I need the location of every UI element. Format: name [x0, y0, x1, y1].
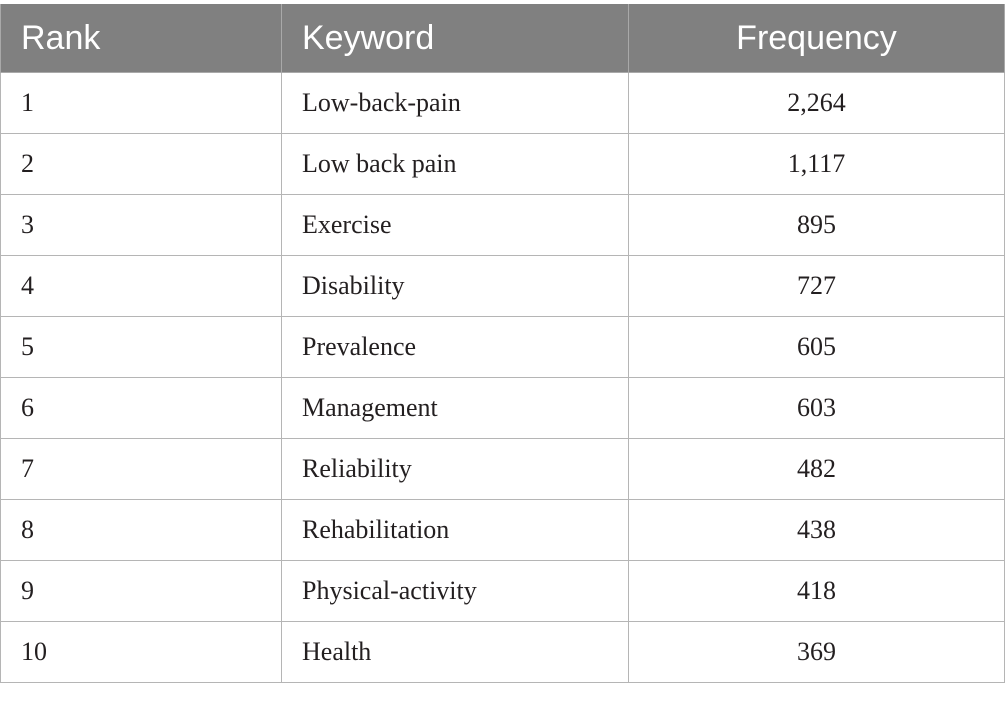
table-row — [1, 134, 1005, 195]
table-header — [1, 4, 1005, 73]
frequency-cell: 895 — [629, 195, 1005, 256]
rank-cell: 5 — [1, 317, 282, 378]
frequency-cell: 2,264 — [629, 73, 1005, 134]
keyword-cell: Management — [282, 378, 629, 439]
table-row — [1, 622, 1005, 683]
frequency-cell: 438 — [629, 500, 1005, 561]
frequency-cell: 1,117 — [629, 134, 1005, 195]
keyword-frequency-table-container — [0, 4, 1005, 683]
frequency-cell: 482 — [629, 439, 1005, 500]
keyword-cell: Low back pain — [282, 134, 629, 195]
header-frequency: Frequency — [629, 4, 1005, 73]
keyword-frequency-table — [0, 4, 1005, 683]
frequency-cell: 727 — [629, 256, 1005, 317]
rank-cell: 10 — [1, 622, 282, 683]
table-row — [1, 256, 1005, 317]
header-row — [1, 4, 1005, 73]
table-body — [1, 73, 1005, 683]
keyword-cell: Rehabilitation — [282, 500, 629, 561]
table-row — [1, 561, 1005, 622]
frequency-cell: 603 — [629, 378, 1005, 439]
keyword-cell: Health — [282, 622, 629, 683]
table-row — [1, 195, 1005, 256]
keyword-cell: Exercise — [282, 195, 629, 256]
keyword-cell: Reliability — [282, 439, 629, 500]
keyword-cell: Prevalence — [282, 317, 629, 378]
header-keyword: Keyword — [282, 4, 629, 73]
table-row — [1, 378, 1005, 439]
rank-cell: 1 — [1, 73, 282, 134]
table-row — [1, 500, 1005, 561]
rank-cell: 4 — [1, 256, 282, 317]
frequency-cell: 369 — [629, 622, 1005, 683]
keyword-cell: Physical-activity — [282, 561, 629, 622]
rank-cell: 3 — [1, 195, 282, 256]
header-rank: Rank — [1, 4, 282, 73]
rank-cell: 2 — [1, 134, 282, 195]
rank-cell: 6 — [1, 378, 282, 439]
frequency-cell: 418 — [629, 561, 1005, 622]
frequency-cell: 605 — [629, 317, 1005, 378]
table-row — [1, 439, 1005, 500]
table-row — [1, 73, 1005, 134]
rank-cell: 7 — [1, 439, 282, 500]
table-row — [1, 317, 1005, 378]
keyword-cell: Low-back-pain — [282, 73, 629, 134]
rank-cell: 8 — [1, 500, 282, 561]
rank-cell: 9 — [1, 561, 282, 622]
keyword-cell: Disability — [282, 256, 629, 317]
